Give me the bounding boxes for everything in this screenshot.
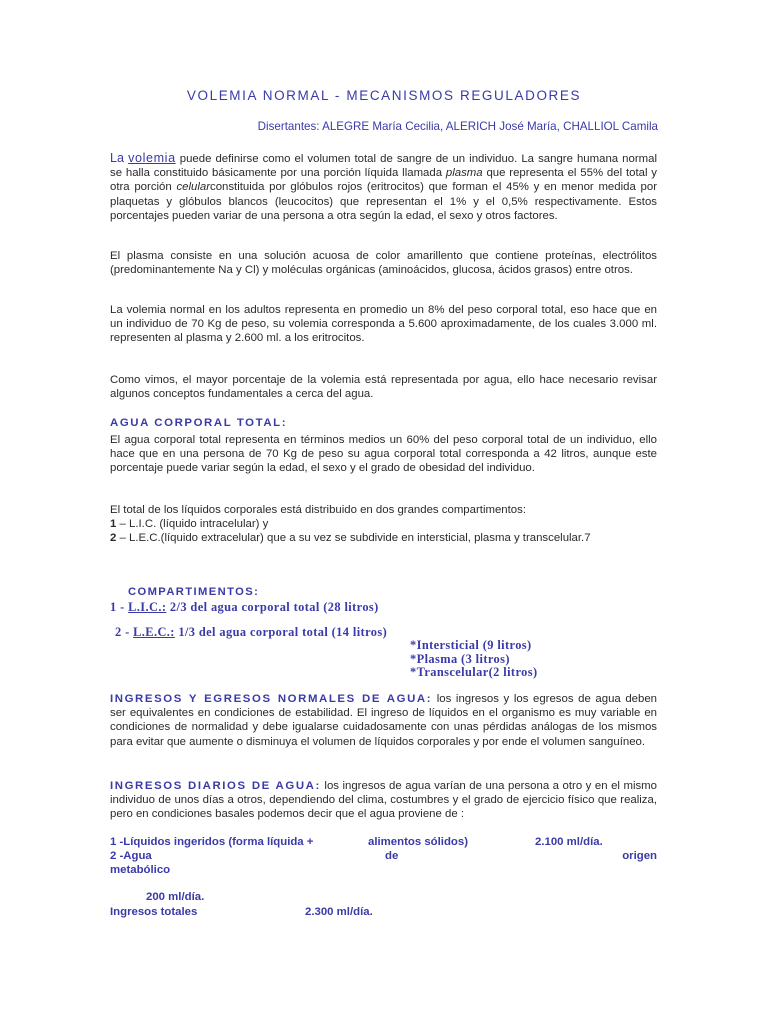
heading-ingresos-egresos: INGRESOS Y EGRESOS NORMALES DE AGUA: (110, 693, 433, 705)
text-segment: puede definirse como el volumen total de sangre de un individuo. La sangre humana normal se halla constituido básicamente por una porción líquida llamada (110, 153, 657, 180)
ingreso-row-metabolico-cont: metabólico (110, 864, 171, 876)
row-label: 1 -Líquidos ingeridos (forma líquida + (110, 836, 314, 848)
ingreso-row-totales (110, 906, 657, 918)
list-item-lec (110, 531, 657, 545)
section-heading-agua-corporal (110, 416, 657, 430)
list-item-lic (110, 517, 657, 531)
paragraph-ingresos-egresos (110, 692, 657, 749)
paragraph-total-liquidos (110, 503, 657, 546)
compartimento-lec (115, 625, 387, 640)
celular-term: celular (176, 181, 210, 194)
paragraph-plasma: El plasma consiste en una solución acuosa de color amarillento que contiene proteínas, electrólitos (predominantemente Na y Cl) y moléculas orgánicas (aminoácidos, glucosa, ácidos grasos) entre otros. (110, 250, 657, 277)
row-mid: de (385, 850, 399, 862)
list-text: – L.E.C.(líquido extracelular) que a su vez se subdivide en intersticial, plasma y transcelular.7 (116, 532, 591, 545)
sub-transcelular: *Transcelular(2 litros) (410, 665, 538, 679)
ingreso-row-liquidos (110, 836, 657, 848)
text-segment: constituida por glóbulos rojos (eritrocitos) que forman el 45% y en menor medida por plaquetas y glóbulos blancos (leucocitos) que representan el 1% y el 0,5% respectivamente. Estos porcentajes pueden variar de una persona a otra según la edad, el sexo y otros factores. (110, 181, 657, 222)
line-prefix: 2 - (115, 625, 134, 639)
list-text: – L.I.C. (líquido intracelular) y (116, 518, 269, 531)
row-mid: alimentos sólidos) (368, 836, 469, 848)
total-intro: El total de los líquidos corporales está distribuido en dos grandes compartimentos: (110, 504, 526, 516)
row-label: 2 -Agua (110, 850, 152, 862)
text-segment: los ingresos y los egresos de agua deben ser equivalentes en condiciones de estabilidad. El ingreso de líquidos en el organismo es muy variable en condiciones de normalidad y debe igualarse cuidadosamente con unas pérdidas análogas de los mismos para evitar que aumente o disminuya el volumen de líquidos corporales y por ende el volumen sanguíneo. (110, 693, 658, 748)
paragraph-volemia-definition (110, 151, 657, 223)
heading-text: AGUA CORPORAL TOTAL: (110, 417, 288, 429)
paragraph-water-intro: Como vimos, el mayor porcentaje de la volemia está representada por agua, ello hace necesario revisar algunos conceptos fundamentales a cerca del agua. (110, 374, 657, 401)
paragraph-agua-corporal: El agua corporal total representa en términos medios un 60% del peso corporal total de un individuo, ello hace que en una persona de 70 Kg de peso su agua corporal total corresponda a 42 litros, aunque este porcentaje puede variar según la edad, el sexo y el grado de obesidad del individuo. (110, 434, 657, 475)
line-text: 2/3 del agua corporal total (28 litros) (166, 600, 379, 614)
ingreso-row-metabolico (110, 850, 657, 862)
sub-intersticial: *Intersticial (9 litros) (410, 638, 532, 652)
row-end: origen (622, 850, 657, 862)
list-number: 1 (110, 518, 117, 531)
paragraph-volemia-adults: La volemia normal en los adultos representa en promedio un 8% del peso corporal total, eso hace que en un individuo de 70 Kg de peso, su volemia corresponda a 5.600 aproximadamente, de los cuales 3.000 ml. representen al plasma y 2.600 ml. a los eritrocitos. (110, 304, 657, 345)
authors-line: Disertantes: ALEGRE María Cecilia, ALERICH José María, CHALLIOL Camila (257, 120, 658, 133)
heading-ingresos-diarios: INGRESOS DIARIOS DE AGUA: (110, 780, 321, 792)
volemia-link[interactable]: volemia (128, 151, 176, 165)
document-title: VOLEMIA NORMAL - MECANISMOS REGULADORES (186, 88, 582, 103)
row-value: 2.300 ml/día. (305, 906, 373, 918)
lec-link[interactable]: L.E.C.: (133, 625, 175, 639)
compartimento-lic (110, 600, 379, 615)
compartimentos-heading: COMPARTIMENTOS: (128, 586, 260, 598)
line-text: 1/3 del agua corporal total (14 litros) (174, 625, 388, 639)
ingreso-row-metabolico-value: 200 ml/día. (146, 891, 205, 903)
text-segment: los ingresos de agua varían de una persona a otro y en el mismo individuo de unos días a otros, dependiendo del clima, costumbres y el grado de ejercicio físico que realiza, pero en condiciones basales podemos decir que el agua proviene de : (110, 780, 657, 821)
line-prefix: 1 - (110, 600, 129, 614)
intro-word: La (110, 151, 125, 165)
text-segment: que representa el 55% del total y otra porción (110, 167, 658, 194)
list-number: 2 (110, 532, 117, 545)
row-value: 2.100 ml/día. (535, 836, 603, 848)
row-label: Ingresos totales (110, 906, 198, 918)
sub-plasma: *Plasma (3 litros) (410, 652, 510, 666)
lic-link[interactable]: L.I.C.: (128, 600, 167, 614)
plasma-term: plasma (445, 167, 483, 180)
paragraph-ingresos-diarios (110, 779, 657, 822)
